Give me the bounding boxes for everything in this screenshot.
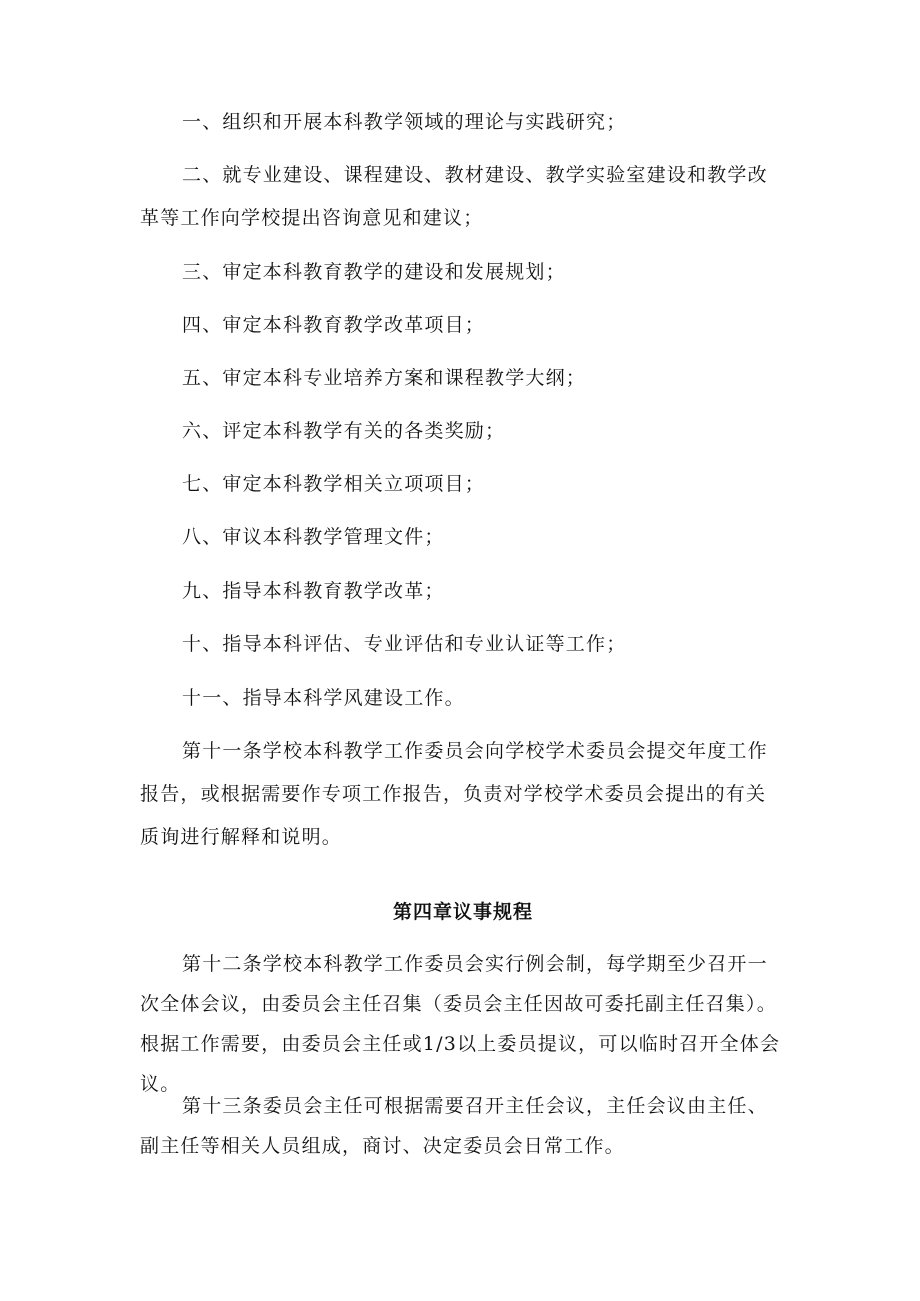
chapter-heading: 第四章议事规程 [392,901,533,923]
article-12-paragraph: 第十二条学校本科教学工作委员会实行例会制，每学期至少召开一次全体会议，由委员会主任召集（委员会主任因故可委托副主任召集）。根据工作需要，由委员会主任或1/3以上委员提议，可以临时召开全体会议。 [140,953,781,1095]
list-item: 六、评定本科教学有关的各类奖励； [182,420,506,442]
list-item: 八、审议本科教学管理文件； [182,526,445,548]
list-item: 二、就专业建设、课程建设、教材建设、教学实验室建设和教学改革等工作向学校提出咨询意见和建议； [140,164,768,229]
list-item: 四、审定本科教育教学改革项目； [182,314,486,336]
list-item: 五、审定本科专业培养方案和课程教学大纲； [182,367,587,389]
list-item: 十一、指导本科学风建设工作。 [182,687,465,709]
list-item: 九、指导本科教育教学改革； [182,580,445,602]
list-item: 一、组织和开展本科教学领域的理论与实践研究； [182,111,627,133]
article-13-paragraph: 第十三条委员会主任可根据需要召开主任会议，主任会议由主任、副主任等相关人员组成，商讨、决定委员会日常工作。 [140,1095,768,1157]
list-item: 七、审定本科教学相关立项项目； [182,473,486,495]
article-11-paragraph: 第十一条学校本科教学工作委员会向学校学术委员会提交年度工作报告，或根据需要作专项工作报告，负责对学校学术委员会提出的有关质询进行解释和说明。 [140,740,768,848]
list-item: 三、审定本科教育教学的建设和发展规划； [182,261,566,283]
list-item: 十、指导本科评估、专业评估和专业认证等工作； [182,633,627,655]
